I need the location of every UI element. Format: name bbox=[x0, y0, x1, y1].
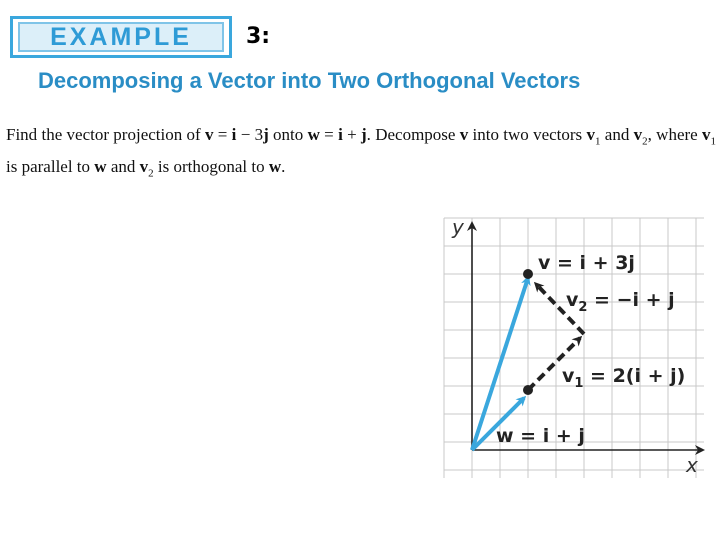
unit-j: j bbox=[360, 125, 367, 144]
problem-text: and bbox=[106, 157, 140, 177]
unit-j: j bbox=[263, 125, 269, 144]
problem-text: . Decompose bbox=[366, 125, 460, 144]
problem-text: . bbox=[281, 157, 286, 177]
unit-i: i bbox=[338, 125, 343, 144]
vector-w: w bbox=[307, 125, 320, 144]
problem-text: − 3 bbox=[236, 125, 264, 144]
vector-v: v bbox=[204, 125, 214, 144]
problem-text: Find the vector projection of bbox=[6, 125, 205, 144]
problem-text: is orthogonal to bbox=[153, 157, 269, 177]
problem-text: is parallel to bbox=[6, 157, 95, 177]
problem-text: = bbox=[319, 125, 339, 144]
example-badge bbox=[10, 16, 232, 58]
example-number: 3: bbox=[246, 24, 271, 49]
problem-text: onto bbox=[268, 125, 308, 144]
vector-w: w bbox=[94, 157, 107, 177]
vector-v1: v bbox=[586, 125, 595, 144]
label-v2: $v_2 = -i + j$ bbox=[566, 289, 675, 315]
y-axis-label: y bbox=[452, 215, 464, 239]
problem-text: into two vectors bbox=[468, 125, 587, 144]
subscript: 1 bbox=[710, 135, 716, 148]
example-subtitle: Decomposing a Vector into Two Orthogonal Vectors bbox=[38, 68, 581, 93]
point-v-tip bbox=[523, 269, 533, 279]
vector-v1: v bbox=[702, 125, 711, 144]
problem-text: , where bbox=[647, 125, 702, 144]
problem-statement bbox=[6, 122, 716, 187]
subscript: 1 bbox=[594, 135, 601, 148]
vector-w: w bbox=[268, 157, 282, 177]
vector-v2: v bbox=[139, 157, 149, 177]
subscript: 2 bbox=[642, 135, 648, 148]
unit-i: i bbox=[231, 125, 237, 144]
vector-diagram bbox=[440, 214, 710, 482]
vector-diagram-svg bbox=[440, 214, 710, 482]
vector-v2: v bbox=[633, 125, 643, 144]
vector-v: v bbox=[459, 125, 469, 144]
problem-text: + bbox=[342, 125, 361, 144]
problem-text: = bbox=[213, 125, 232, 144]
label-v: v = i + 3j bbox=[538, 252, 635, 274]
label-w: w = i + j bbox=[496, 425, 585, 447]
subscript: 2 bbox=[148, 167, 154, 180]
example-badge-label: EXAMPLE bbox=[18, 22, 224, 52]
x-axis-label: x bbox=[686, 453, 698, 477]
point-w-tip bbox=[523, 385, 533, 395]
problem-text: and bbox=[600, 125, 634, 144]
label-v1: $v_1 = 2(i + j)$ bbox=[562, 365, 686, 391]
